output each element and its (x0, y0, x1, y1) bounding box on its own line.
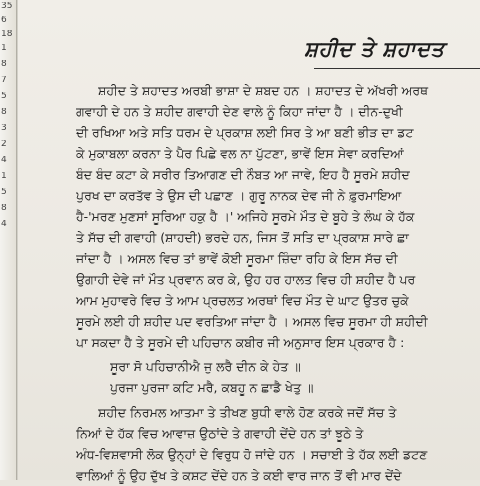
text-line: ਅੰਧ-ਵਿਸ਼ਵਾਸੀ ਲੋਕ ਉਨ੍ਹਾਂ ਦੇ ਵਿਰੁਧ ਹੋ ਜਾਂਦੇ ਹਨ । ਸਚਾਈ ਤੇ ਹੱਕ ਲਈ ਡਟਣ (76, 447, 428, 462)
text-line: ਜਾਂਦਾ ਹੈ । ਅਸਲ ਵਿਚ ਤਾਂ ਭਾਵੇਂ ਕੋਈ ਸੂਰਮਾ ਜ਼ਿੰਦਾ ਰਹਿ ਕੇ ਇਸ ਸੱਚ ਦੀ (76, 251, 398, 266)
margin-label: 5 (1, 188, 7, 197)
margin-label: 4 (1, 220, 7, 229)
heading-underline (314, 68, 480, 69)
text-line: ਵਾਲਿਆਂ ਨੂੰ ਉਹ ਦੁੱਖ ਤੇ ਕਸ਼ਟ ਦੇਂਦੇ ਹਨ ਤੇ ਕਈ ਵਾਰ ਜਾਨ ਤੋਂ ਵੀ ਮਾਰ ਦੇਂਦੇ (76, 468, 402, 483)
text-line: ਸ਼ਹੀਦ ਤੇ ਸ਼ਹਾਦਤ ਅਰਬੀ ਭਾਸ਼ਾ ਦੇ ਸ਼ਬਦ ਹਨ । ਸ਼ਹਾਦਤ ਦੇ ਅੱਖਰੀ ਅਰਥ (98, 83, 429, 98)
text-line: ਦੀ ਰਖਿਆ ਅਤੇ ਸਤਿ ਧਰਮ ਦੇ ਪ੍ਰਕਾਸ਼ ਲਈ ਸਿਰ ਤੇ ਆ ਬਣੀ ਭੀੜ ਦਾ ਡਟ (76, 125, 414, 140)
adjacent-page-edge (0, 0, 17, 480)
margin-label: 8 (1, 108, 7, 117)
chapter-heading: ਸ਼ਹੀਦ ਤੇ ਸ਼ਹਾਦਤ (304, 36, 445, 61)
margin-label: 4 (1, 156, 7, 165)
margin-label: 6 (1, 16, 7, 25)
margin-label: 3 (1, 124, 7, 133)
margin-label: 1 (1, 172, 7, 181)
margin-label: 8 (1, 204, 7, 213)
margin-label: 7 (1, 76, 7, 85)
margin-label: 2 (1, 140, 7, 149)
book-page (18, 0, 480, 483)
text-line: ਤੇ ਸੱਚ ਦੀ ਗਵਾਹੀ (ਸ਼ਾਹਦੀ) ਭਰਦੇ ਹਨ, ਜਿਸ ਤੋਂ ਸਤਿ ਦਾ ਪ੍ਰਕਾਸ਼ ਸਾਰੇ ਛਾ (76, 230, 409, 245)
text-line: ਆਮ ਮੁਹਾਵਰੇ ਵਿਚ ਤੇ ਆਮ ਪ੍ਰਚਲਤ ਅਰਥਾਂ ਵਿਚ ਮੌਤ ਦੇ ਘਾਟ ਉਤਰ ਚੁਕੇ (76, 293, 409, 308)
text-line: ਸੂਰਮੇ ਲਈ ਹੀ ਸ਼ਹੀਦ ਪਦ ਵਰਤਿਆ ਜਾਂਦਾ ਹੈ । ਅਸਲ ਵਿਚ ਸੂਰਮਾ ਹੀ ਸ਼ਹੀਦੀ (76, 314, 428, 329)
text-line: ਬੰਦ ਬੰਦ ਕਟਾ ਕੇ ਸਰੀਰ ਤਿਆਗਣ ਦੀ ਨੌਬਤ ਆ ਜਾਵੇ, ਇਹ ਹੈ ਸੂਰਮੇ ਸ਼ਹੀਦ (76, 167, 410, 182)
margin-label: 1 (1, 44, 7, 53)
text-line: ਸ਼ਹੀਦ ਨਿਰਮਲ ਆਤਮਾ ਤੇ ਤੀਖਣ ਬੁਧੀ ਵਾਲੇ ਹੋਣ ਕਰਕੇ ਜਦੋਂ ਸੱਚ ਤੇ (98, 405, 397, 420)
text-line: ਪਾ ਸਕਦਾ ਹੈ ਤੇ ਸੂਰਮੇ ਦੀ ਪਹਿਚਾਨ ਕਬੀਰ ਜੀ ਅਨੁਸਾਰ ਇਸ ਪ੍ਰਕਾਰ ਹੈ : (76, 335, 405, 350)
margin-label: 35 (1, 2, 13, 11)
text-line: ਗਵਾਹੀ ਦੇ ਹਨ ਤੇ ਸ਼ਹੀਦ ਗਵਾਹੀ ਦੇਣ ਵਾਲੇ ਨੂੰ ਕਿਹਾ ਜਾਂਦਾ ਹੈ । ਦੀਨ-ਦੁਖੀ (76, 104, 403, 119)
text-line: ਕੇ ਮੁਕਾਬਲਾ ਕਰਨਾ ਤੇ ਪੈਰ ਪਿਛੇ ਵਲ ਨਾ ਪੁੱਟਣਾ, ਭਾਵੇਂ ਇਸ ਸੇਵਾ ਕਰਦਿਆਂ (76, 146, 404, 161)
text-line: ਨਿਆਂ ਦੇ ਹੱਕ ਵਿਚ ਆਵਾਜ਼ ਉਠਾਂਦੇ ਤੇ ਗਵਾਹੀ ਦੇਂਦੇ ਹਨ ਤਾਂ ਝੂਠੇ ਤੇ (76, 426, 364, 441)
text-line: ਪੁਰਖ ਦਾ ਕਰਤੱਵ ਤੇ ਉਸ ਦੀ ਪਛਾਣ । ਗੁਰੂ ਨਾਨਕ ਦੇਵ ਜੀ ਨੇ ਫ਼ੁਰਮਾਇਆ (76, 188, 402, 203)
text-line: ਉਗਾਹੀ ਦੇਵੇ ਜਾਂ ਮੌਤ ਪ੍ਰਵਾਨ ਕਰ ਕੇ, ਉਹ ਹਰ ਹਾਲਤ ਵਿਚ ਹੀ ਸ਼ਹੀਦ ਹੈ ਪਰ (76, 272, 416, 287)
margin-label: 18 (1, 30, 13, 39)
text-line: ਹੈ-'ਮਰਣ ਮੁਣਸਾਂ ਸੂਰਿਆ ਹਕੁ ਹੈ ।' ਅਜਿਹੇ ਸੂਰਮੇ ਮੌਤ ਦੇ ਬੂਹੇ ਤੇ ਲੰਘ ਕੇ ਹੱਕ (76, 209, 415, 224)
margin-label: 5 (1, 92, 7, 101)
verse-line: ਸੂਰਾ ਸੋ ਪਹਿਚਾਨੀਐ ਜੁ ਲਰੈ ਦੀਨ ਕੇ ਹੇਤ ॥ (110, 359, 301, 374)
margin-label: 8 (1, 60, 7, 69)
verse-line: ਪੁਰਜਾ ਪੁਰਜਾ ਕਟਿ ਮਰੈ, ਕਬਹੂ ਨ ਛਾਡੈ ਖੇਤੁ ॥ (110, 380, 314, 395)
